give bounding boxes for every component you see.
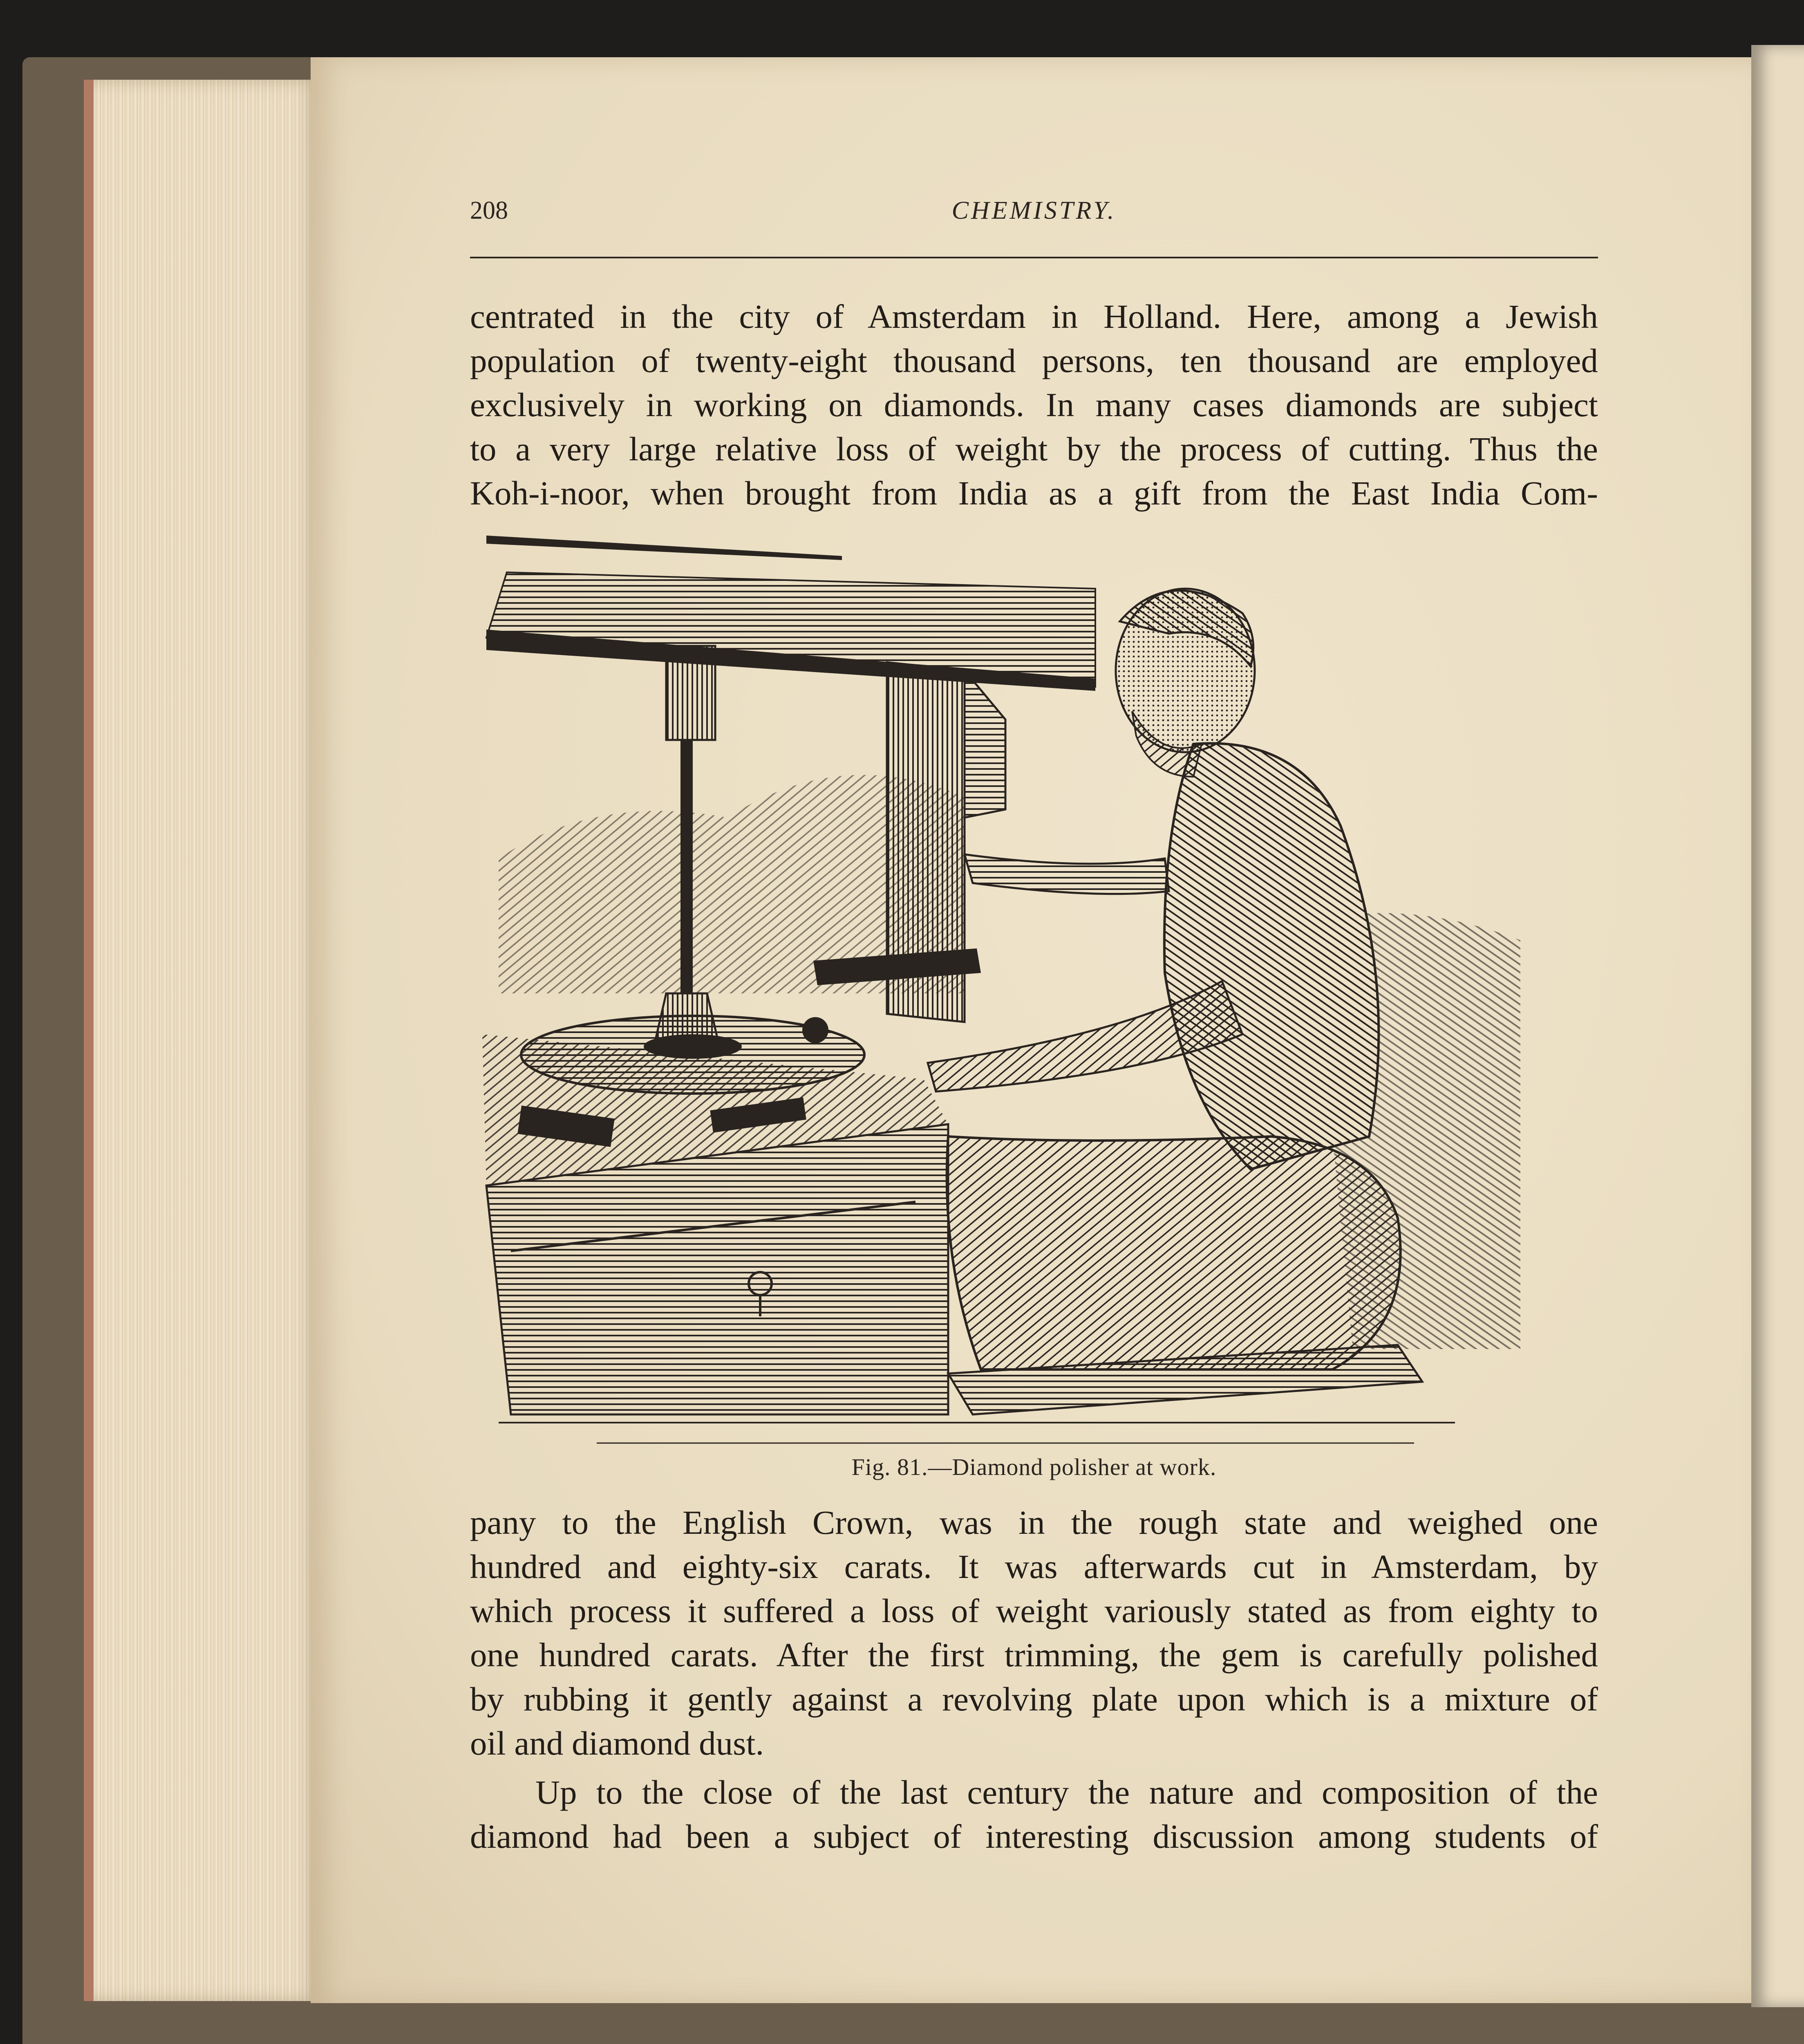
paragraph-3 <box>470 1770 1598 1858</box>
text-line: one hundred carats. After the first trimming, the gem is carefully polished <box>470 1636 1598 1674</box>
text-line: which process it suffered a loss of weight variously stated as from eighty to <box>470 1592 1598 1629</box>
facing-page-edge <box>1751 45 1804 2007</box>
page-edges <box>84 80 322 2001</box>
header-rule <box>470 257 1598 258</box>
text-line: to a very large relative loss of weight by the process of cutting. Thus the <box>470 430 1598 468</box>
text-line: oil and diamond dust. <box>470 1724 764 1762</box>
text-line: diamond had been a subject of interesting discussion among students of <box>470 1818 1598 1855</box>
floor-hatching <box>499 1423 1455 1443</box>
text-line: Up to the close of the last century the nature and composition of the <box>535 1773 1598 1811</box>
text-line: centrated in the city of Amsterdam in Holland. Here, among a Jewish <box>470 298 1598 335</box>
figure-caption: Fig. 81.—Diamond polisher at work. <box>851 1454 1217 1480</box>
text-line: pany to the English Crown, was in the rough state and weighed one <box>470 1504 1598 1541</box>
paragraph-2 <box>470 1500 1598 1765</box>
engraving-diamond-polisher <box>474 531 1561 1468</box>
text-line: population of twenty-eight thousand persons, ten thousand are employed <box>470 342 1598 379</box>
text-line: Koh-i-noor, when brought from India as a gift from the East India Com- <box>470 474 1598 512</box>
page-number: 208 <box>470 197 508 224</box>
text-line: exclusively in working on diamonds. In many cases diamonds are subject <box>470 386 1598 424</box>
running-title: CHEMISTRY. <box>951 197 1117 224</box>
text-line: by rubbing it gently against a revolving plate upon which is a mixture of <box>470 1680 1598 1718</box>
work-bench <box>482 1034 948 1414</box>
paragraph-1 <box>470 294 1598 515</box>
running-header <box>470 196 1598 233</box>
overhead-beam <box>486 536 1095 691</box>
text-line: hundred and eighty-six carats. It was afterwards cut in Amsterdam, by <box>470 1548 1598 1585</box>
